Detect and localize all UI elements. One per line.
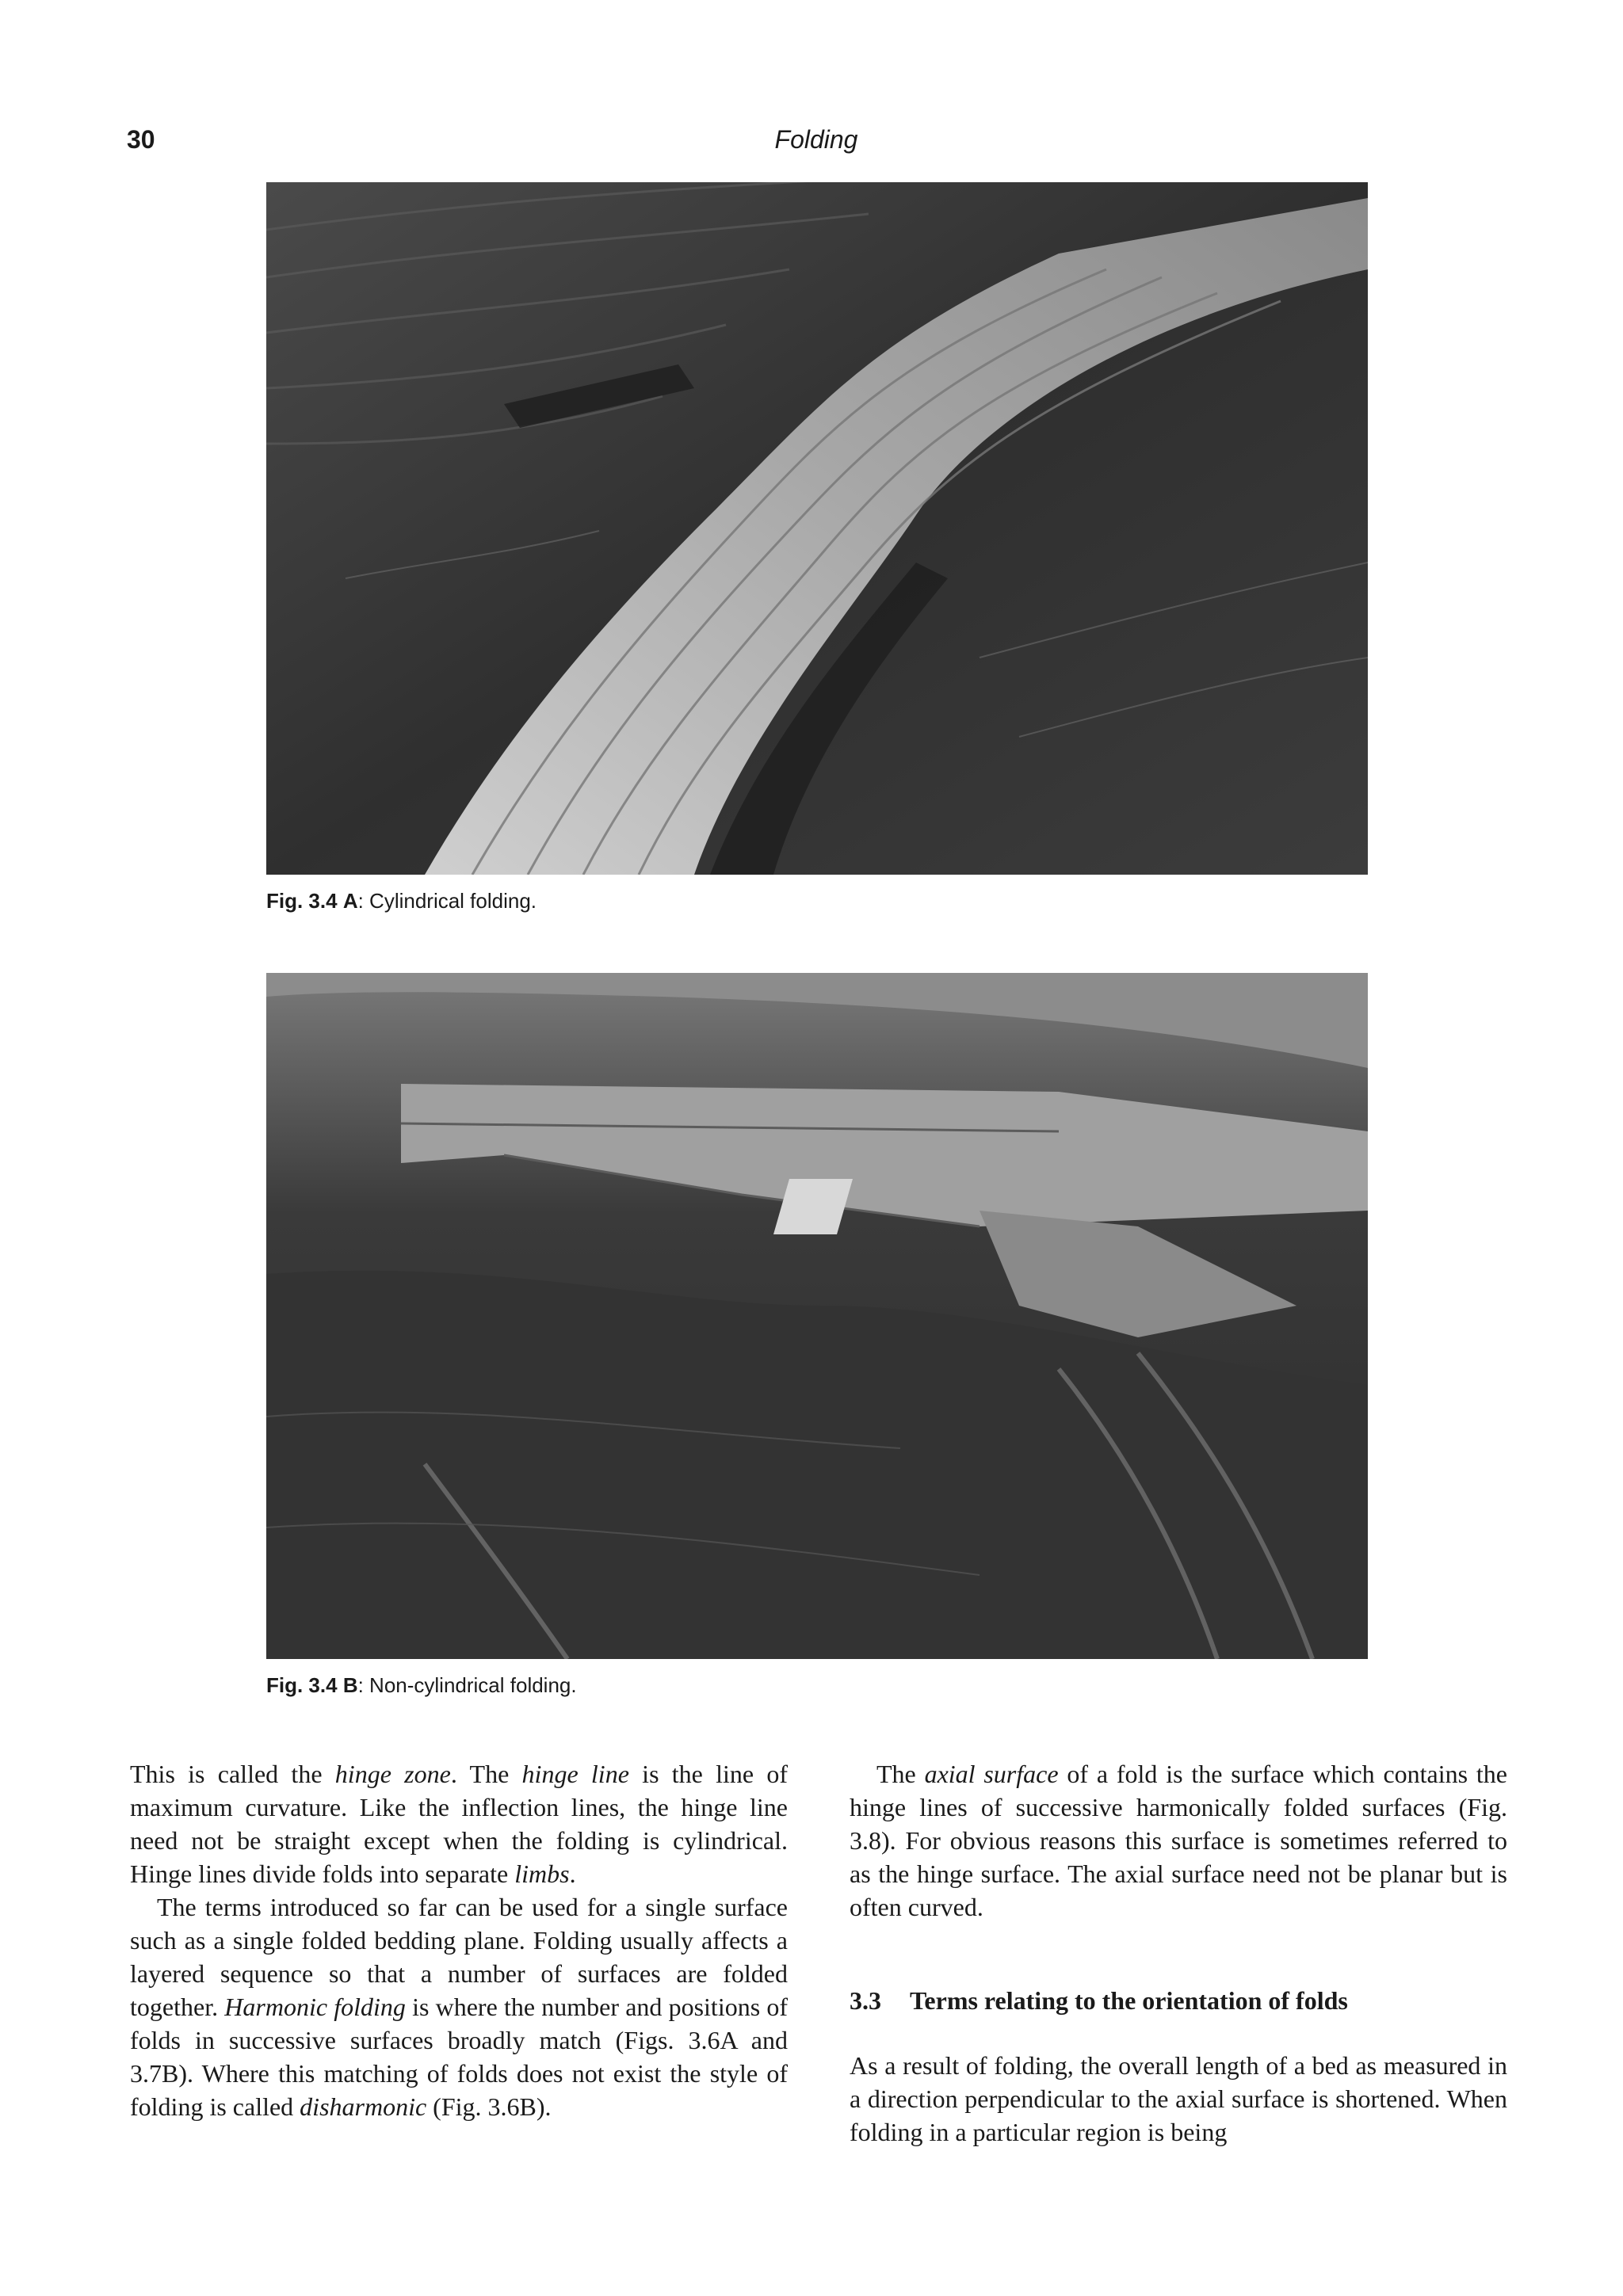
text-run: The <box>876 1760 925 1788</box>
left-column <box>130 1757 788 2123</box>
term-harmonic-folding: Harmonic folding <box>224 1993 406 2021</box>
section-number: 3.3 <box>850 1986 881 2015</box>
term-disharmonic: disharmonic <box>300 2092 427 2121</box>
rock-photo-b <box>266 973 1368 1659</box>
text-run: of a fold is the surface which contains the hinge lines of successive harmonically folded surfaces (Fig. 3.8). For obvious reasons this surface is sometimes referred to as the hinge surface. The axial surface need not be planar but is often curved. <box>850 1760 1508 1921</box>
text-run: . <box>569 1859 576 1888</box>
running-head <box>127 125 1506 163</box>
term-axial-surface: axial surface <box>924 1760 1059 1788</box>
paragraph <box>130 1757 788 1890</box>
page-number: 30 <box>127 125 155 154</box>
figure-label: Fig. 3.4 <box>266 1673 338 1697</box>
chapter-title: Folding <box>774 125 858 154</box>
caption-text: : Cylindrical folding. <box>357 889 537 913</box>
paragraph: As a result of folding, the overall length of a bed as measured in a direction perpendicular to the axial surface is shortened. When folding in a particular region is being <box>850 2051 1507 2146</box>
term-limbs: limbs <box>514 1859 570 1888</box>
text-run: (Fig. 3.6B). <box>426 2092 552 2121</box>
text-run: . The <box>450 1760 522 1788</box>
figure-caption-a <box>266 889 537 913</box>
figure-label: Fig. 3.4 <box>266 889 338 913</box>
paragraph <box>850 1757 1507 1924</box>
figure-cylindrical-folding-photo <box>266 182 1368 875</box>
term-hinge-line: hinge line <box>521 1760 629 1788</box>
figure-panel: B <box>342 1673 358 1697</box>
rock-photo-a <box>266 182 1368 875</box>
text-run: is where the number and positions of folds in successive surfaces broadly match (Figs. 3.6A and 3.7B). Where this matching of folds does not exist the style of folding is called <box>130 1993 788 2121</box>
figure-non-cylindrical-folding-photo <box>266 973 1368 1659</box>
text-run: is the line of maximum curvature. Like the inflection lines, the hinge line need not be straight except when the folding is cylindrical. Hinge lines divide folds into separate <box>130 1760 789 1888</box>
figure-panel: A <box>342 889 358 913</box>
right-column <box>850 1757 1507 2149</box>
section-title: Terms relating to the orientation of folds <box>910 1986 1348 2015</box>
text-run: The terms introduced so far can be used for a single surface such as a single folded bedding plane. Folding usually affects a layered sequence so that a number of surfaces are folded together. <box>130 1893 788 2021</box>
caption-text: : Non-cylindrical folding. <box>357 1673 577 1697</box>
text-run: This is called the <box>130 1760 335 1788</box>
section-heading <box>850 1984 1507 2017</box>
figure-caption-b <box>266 1673 577 1698</box>
paragraph <box>130 1890 788 2123</box>
term-hinge-zone: hinge zone <box>334 1760 451 1788</box>
